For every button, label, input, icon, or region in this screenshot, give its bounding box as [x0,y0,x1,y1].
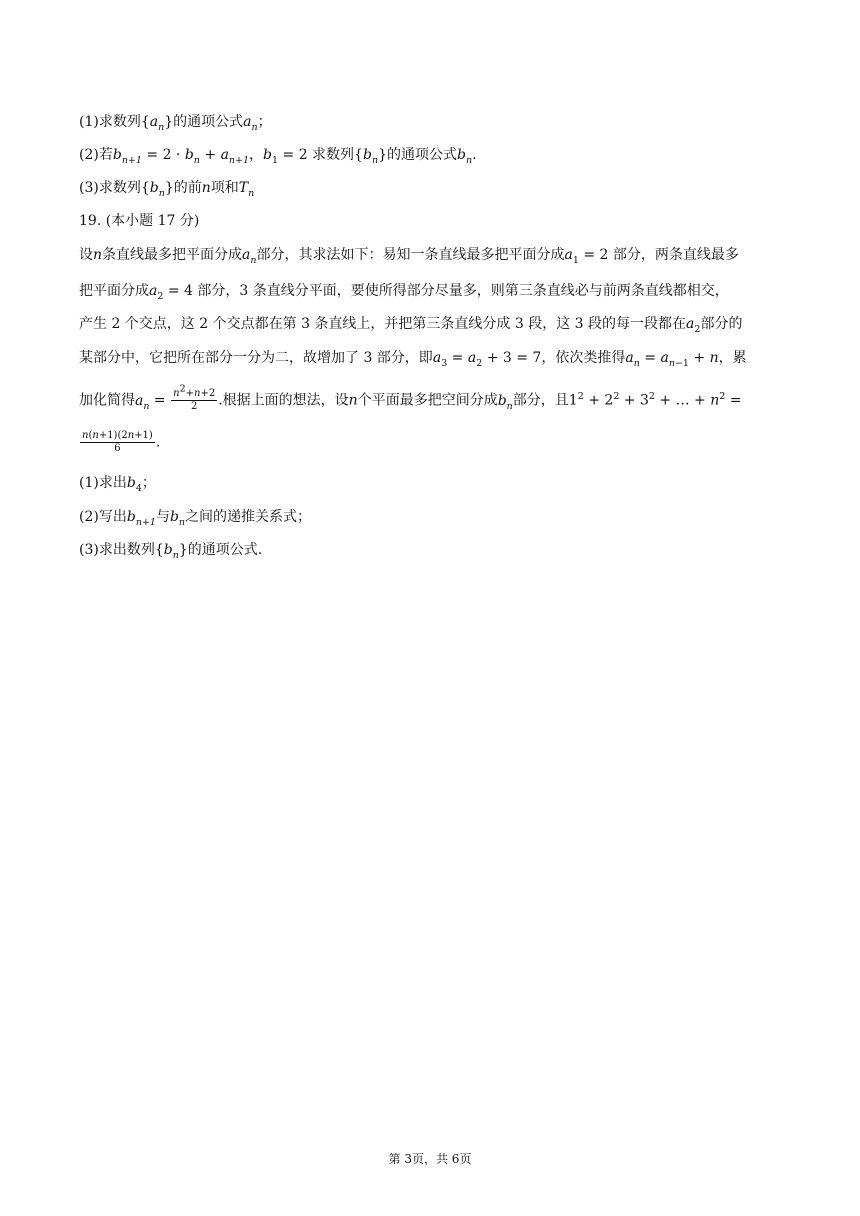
problem-heading: 19. (本小题 17 分) [79,213,200,229]
question-line: (1)求数列$\{a_n\}$的通项公式$a_n$； [79,114,272,133]
question-line: (2)写出$b_{n+1}$与$b_n$之间的递推关系式； [79,509,312,528]
paragraph-line: 产生 2 个交点，这 2 个交点都在第 3 条直线上，并把第三条直线分成 3 段，这 3 段的每一段都在$a_2$部分的 [79,316,743,335]
fraction: $\frac{n^2+n+2}{2}$ [173,383,216,412]
fraction: $\frac{n(n+1)(2n+1)}{6}$ [82,430,153,454]
paragraph-line: 加化简得$a_n$ = $\frac{n^2+n+2}{2}$ .根据上面的想法，设n个平面最多把空间分成$b_n$部分，且$1^2 + 2^2 + 3^2$ + … + $n^2$ = [79,383,742,412]
question-line: (1)求出$b_4$； [79,475,156,494]
question-line: (3)求数列$\{b_n\}$的前n项和$T_n$ [79,180,255,199]
paragraph-line: 某部分中，它把所在部分一分为二，故增加了 3 部分，即$a_3 = a_2 + 3 = 7$，依次类推得$a_n = a_{n-1} + n$，累 [79,350,747,369]
text-run: (1)求数列{ [79,114,150,130]
question-line: (2)若$b_{n+1} = 2 \cdot b_n + a_{n+1}$，$b_1 = 2$ 求数列$\{b_n\}$的通项公式$b_n$. [79,147,477,166]
paragraph-line: 把平面分成$a_2 = 4$ 部分，3 条直线分平面，要使所得部分尽量多，则第三条直线必与前两条直线都相交， [79,283,729,302]
paragraph-line: 设n条直线最多把平面分成$a_n$部分，其求法如下：易知一条直线最多把平面分成$a_1 = 2$ 部分，两条直线最多 [79,247,739,266]
paragraph-line: $\frac{n(n+1)(2n+1)}{6}$ . [82,430,161,454]
page-footer: 第 3页，共 6页 [388,1152,472,1166]
question-line: (3)求出数列$\{b_n\}$的通项公式. [79,542,263,561]
